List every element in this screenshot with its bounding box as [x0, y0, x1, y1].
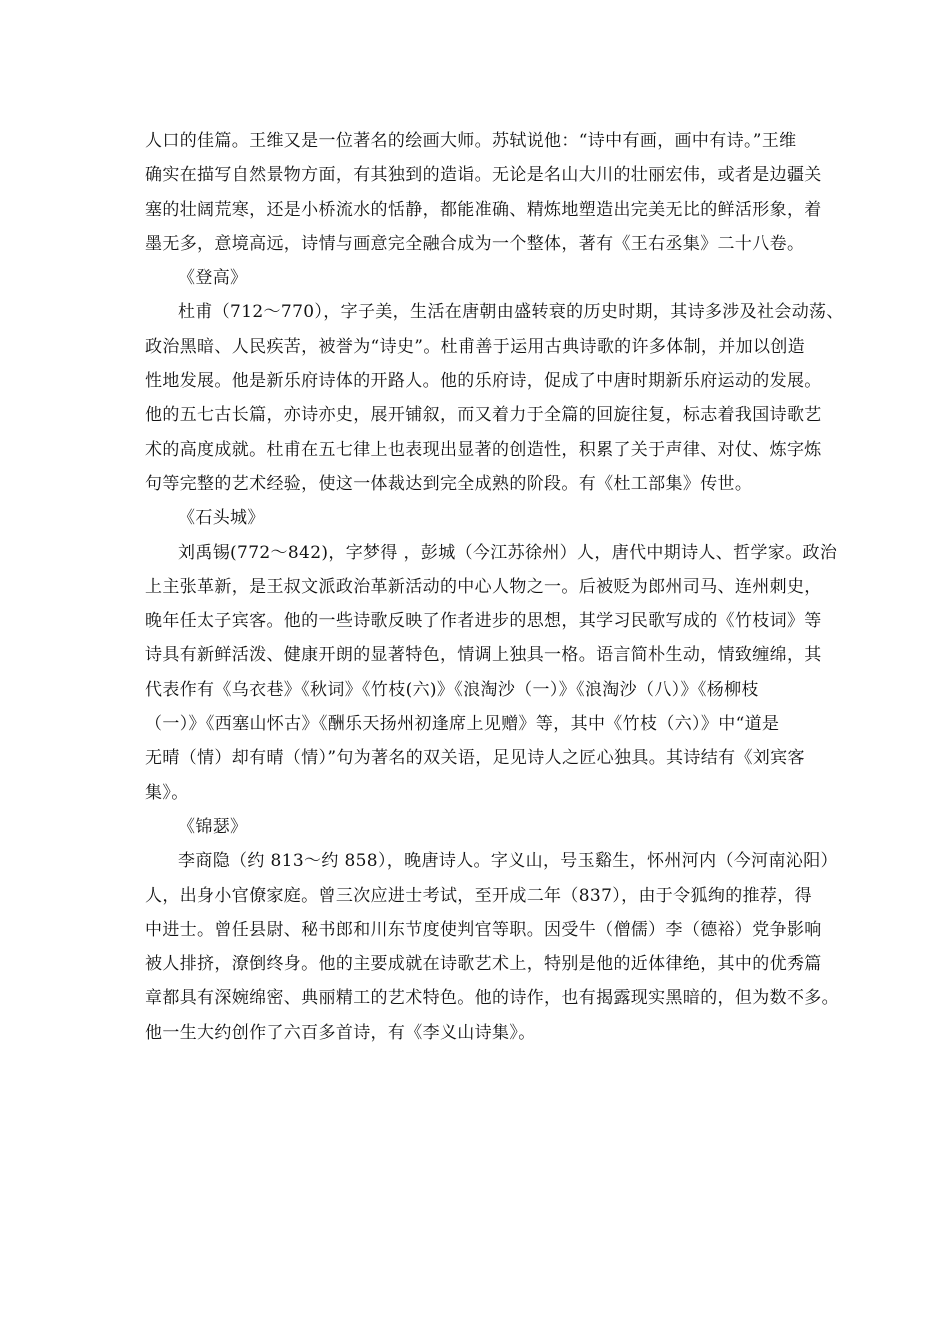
text-line: 无晴（情）却有晴（情）”句为著名的双关语，足见诗人之匠心独具。其诗结有《刘宾客 [145, 748, 805, 769]
document-body [145, 124, 844, 1050]
text-line: 术的高度成就。杜甫在五七律上也表现出显著的创造性，积累了关于声律、对仗、炼字炼 [145, 439, 822, 460]
text-line: 代表作有《乌衣巷》《秋词》《竹枝(六)》《浪淘沙（一）》《浪淘沙（八）》《杨柳枝 [145, 679, 759, 700]
text-line: 他的五七古长篇，亦诗亦史，展开铺叙，而又着力于全篇的回旋往复，标志着我国诗歌艺 [145, 405, 822, 426]
text-line: 中进士。曾任县尉、秘书郎和川东节度使判官等职。因受牛（僧儒）李（德裕）党争影响 [145, 919, 822, 940]
text-line: （一）》《西塞山怀古》《酬乐天扬州初逢席上见赠》等，其中《竹枝（六）》中“道是 [145, 714, 780, 735]
text-line: 晚年任太子宾客。他的一些诗歌反映了作者进步的思想，其学习民歌写成的《竹枝词》等 [145, 611, 822, 632]
text-line: 诗具有新鲜活泼、健康开朗的显著特色，情调上独具一格。语言简朴生动，情致缠绵，其 [145, 645, 822, 666]
text-line: 杜甫（712～770），字子美，生活在唐朝由盛转衰的历史时期，其诗多涉及社会动荡、 [178, 302, 844, 323]
text-line: 政治黑暗、人民疾苦，被誉为“诗史”。杜甫善于运用古典诗歌的许多体制，并加以创造 [145, 336, 806, 357]
text-line: 墨无多，意境高远，诗情与画意完全融合成为一个整体，著有《王右丞集》二十八卷。 [145, 233, 805, 254]
text-line: 塞的壮阔荒寒，还是小桥流水的恬静，都能准确、精炼地塑造出完美无比的鲜活形象，着 [145, 199, 822, 220]
poem-title-shitoucheng: 《石头城》 [178, 508, 265, 529]
text-line: 人口的佳篇。王维又是一位著名的绘画大师。苏轼说他：“诗中有画，画中有诗。”王维 [145, 131, 797, 151]
text-line: 人，出身小官僚家庭。曾三次应进士考试，至开成二年（837），由于令狐绚的推荐，得 [145, 885, 812, 906]
poem-title-jinse: 《锦瑟》 [178, 816, 248, 837]
text-line: 性地发展。他是新乐府诗体的开路人。他的乐府诗，促成了中唐时期新乐府运动的发展。 [145, 371, 822, 392]
text-line: 他一生大约创作了六百多首诗，有《李义山诗集》。 [145, 1022, 536, 1043]
text-line: 确实在描写自然景物方面，有其独到的造诣。无论是名山大川的壮丽宏伟，或者是边疆关 [145, 165, 822, 186]
poem-title-denggao: 《登高》 [178, 268, 248, 289]
text-line: 被人排挤，潦倒终身。他的主要成就在诗歌艺术上，特别是他的近体律绝，其中的优秀篇 [145, 954, 822, 975]
text-line: 章都具有深婉绵密、典丽精工的艺术特色。他的诗作，也有揭露现实黑暗的，但为数不多。 [145, 988, 839, 1009]
text-line: 上主张革新，是王叔文派政治革新活动的中心人物之一。后被贬为郎州司马、连州刺史， [145, 576, 822, 597]
text-line: 句等完整的艺术经验，使这一体裁达到完全成熟的阶段。有《杜工部集》传世。 [145, 473, 753, 494]
text-line: 集》。 [145, 782, 189, 803]
text-line: 刘禹锡(772～842)，字梦得 ，彭城（今江苏徐州）人，唐代中期诗人、哲学家。政治 [178, 542, 838, 563]
text-line: 李商隐（约 813～约 858），晚唐诗人。字义山，号玉谿生，怀州河内（今河南沁阳） [178, 851, 838, 872]
